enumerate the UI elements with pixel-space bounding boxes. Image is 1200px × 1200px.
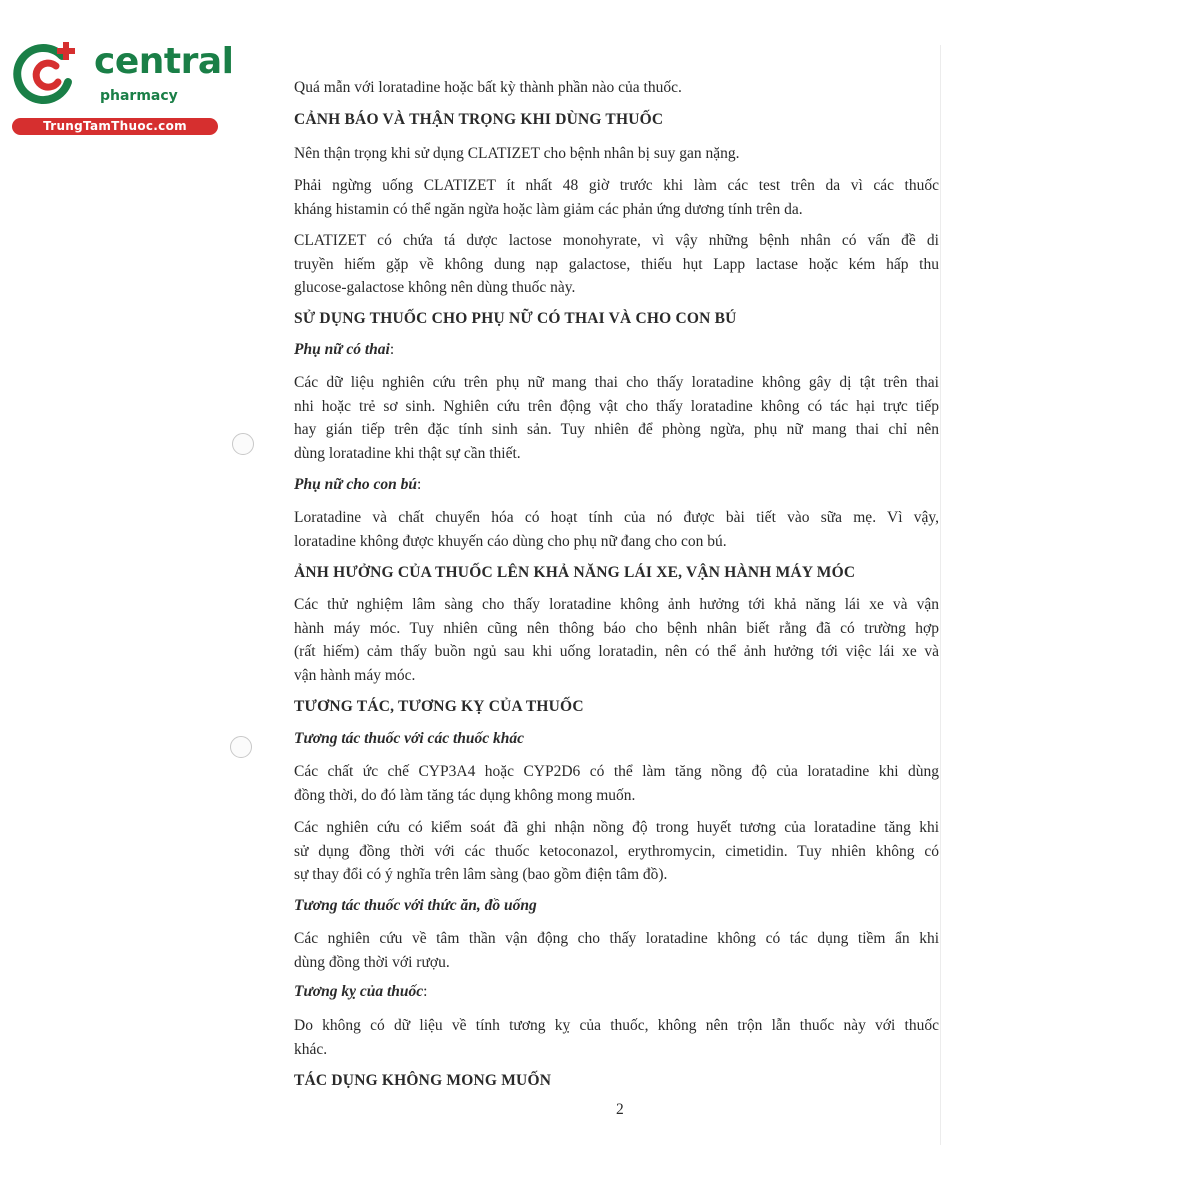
contraindication-text: Quá mẫn với loratadine hoặc bất kỳ thành phần nào của thuốc. [294,79,682,96]
adverse-effects-heading: TÁC DỤNG KHÔNG MONG MUỐN [294,1072,552,1089]
text-line: Loratadine và chất chuyển hóa có hoạt tính của nó được bài tiết vào sữa mẹ. Vì vậy, [294,509,939,526]
text-line: loratadine không được khuyến cáo dùng cho phụ nữ đang cho con bú. [294,532,727,550]
text-line: vận hành máy móc. [294,666,416,684]
page-number: 2 [616,1101,624,1118]
breastfeeding-subheading-text: Phụ nữ cho con bú [294,476,417,493]
incompatibility-subheading: Tương kỵ của thuốc: [294,983,428,1000]
breastfeeding-subheading: Phụ nữ cho con bú: [294,476,422,493]
incompatibility-paragraph [294,1014,939,1061]
text-line: Các dữ liệu nghiên cứu trên phụ nữ mang thai cho thấy loratadine không gây dị tật trên thai [294,374,939,391]
text-line: dùng loratadine khi thật sự cần thiết. [294,444,521,462]
text-line: nhi hoặc trẻ sơ sinh. Nghiên cứu trên động vật cho thấy loratadine không có tác hại trực tiếp [294,397,939,415]
drug-interactions-paragraph-1 [294,760,939,807]
incompatibility-subheading-text: Tương kỵ của thuốc [294,983,424,1000]
warnings-paragraph-3 [294,229,939,300]
text-line: truyền hiếm gặp về không dung nạp galactose, thiếu hụt Lapp lactase hoặc kém hấp thu [294,255,939,273]
drug-interactions-subheading: Tương tác thuốc với các thuốc khác [294,730,524,747]
warnings-paragraph-2 [294,174,939,221]
text-line: CLATIZET có chứa tá dược lactose monohyrate, vì vậy những bệnh nhân có vấn đề di [294,232,939,249]
text-line: Các thử nghiệm lâm sàng cho thấy loratadine không ảnh hưởng tới khả năng lái xe và vận [294,596,939,613]
text-line: hay gián tiếp trên đặc tính sinh sản. Tuy nhiên để phòng ngừa, phụ nữ mang thai chỉ nên [294,421,939,438]
text-line: (rất hiếm) cảm thấy buồn ngủ sau khi uống loratadin, nên có thể ảnh hưởng tới việc lái xe và [294,643,939,660]
text-line: Các nghiên cứu về tâm thần vận động cho thấy loratadine không có tác dụng tiềm ẩn khi [294,930,939,947]
food-interactions-subheading: Tương tác thuốc với thức ăn, đồ uống [294,897,537,914]
logo-name: central [94,41,234,82]
text-line: khác. [294,1040,328,1058]
pregnancy-subheading-text: Phụ nữ có thai [294,341,390,358]
central-pharmacy-logo [10,38,234,138]
warnings-paragraph-1: Nên thận trọng khi sử dụng CLATIZET cho bệnh nhân bị suy gan nặng. [294,145,740,162]
text-line: hành máy móc. Tuy nhiên cũng nên thông báo cho bệnh nhân biết rằng đã có trường hợp [294,619,939,637]
breastfeeding-paragraph [294,506,939,553]
text-line: sử dụng đồng thời với các thuốc ketoconazol, erythromycin, cimetidin. Tuy nhiên không có [294,842,939,860]
text-line: Các chất ức chế CYP3A4 hoặc CYP2D6 có thể làm tăng nồng độ của loratadine khi dùng [294,763,939,780]
text-line: dùng đồng thời với rượu. [294,953,450,971]
logo-website: TrungTamThuoc.com [12,118,218,135]
text-line: Phải ngừng uống CLATIZET ít nhất 48 giờ trước khi làm các test trên da vì các thuốc [294,177,939,194]
text-line: glucose-galactose không nên dùng thuốc này. [294,279,576,296]
driving-paragraph [294,593,939,687]
drug-interactions-paragraph-2 [294,816,939,887]
interactions-heading: TƯƠNG TÁC, TƯƠNG KỴ CỦA THUỐC [294,698,584,715]
text-line: kháng histamin có thể ngăn ngừa hoặc làm giảm các phản ứng dương tính trên da. [294,200,803,218]
logo-subtitle: pharmacy [100,88,178,104]
pregnancy-subheading: Phụ nữ có thai: [294,341,395,358]
warnings-heading: CẢNH BÁO VÀ THẬN TRỌNG KHI DÙNG THUỐC [294,111,664,128]
page-edge-line [940,45,941,1145]
punch-hole [232,433,254,455]
driving-heading: ẢNH HƯỞNG CỦA THUỐC LÊN KHẢ NĂNG LÁI XE, VẬN HÀNH MÁY MÓC [294,564,856,581]
text-line: đồng thời, do đó làm tăng tác dụng không mong muốn. [294,786,636,804]
text-line: sự thay đổi có ý nghĩa trên lâm sàng (bao gồm điện tâm đồ). [294,866,668,883]
text-line: Các nghiên cứu có kiểm soát đã ghi nhận nồng độ trong huyết tương của loratadine tăng khi [294,819,939,836]
food-interactions-paragraph [294,927,939,974]
punch-hole [230,736,252,758]
pregnancy-heading: SỬ DỤNG THUỐC CHO PHỤ NỮ CÓ THAI VÀ CHO CON BÚ [294,310,737,327]
pharmacy-cross-icon [10,38,82,110]
text-line: Do không có dữ liệu về tính tương kỵ của thuốc, không nên trộn lẫn thuốc này với thuốc [294,1017,939,1034]
pregnancy-paragraph [294,371,939,465]
